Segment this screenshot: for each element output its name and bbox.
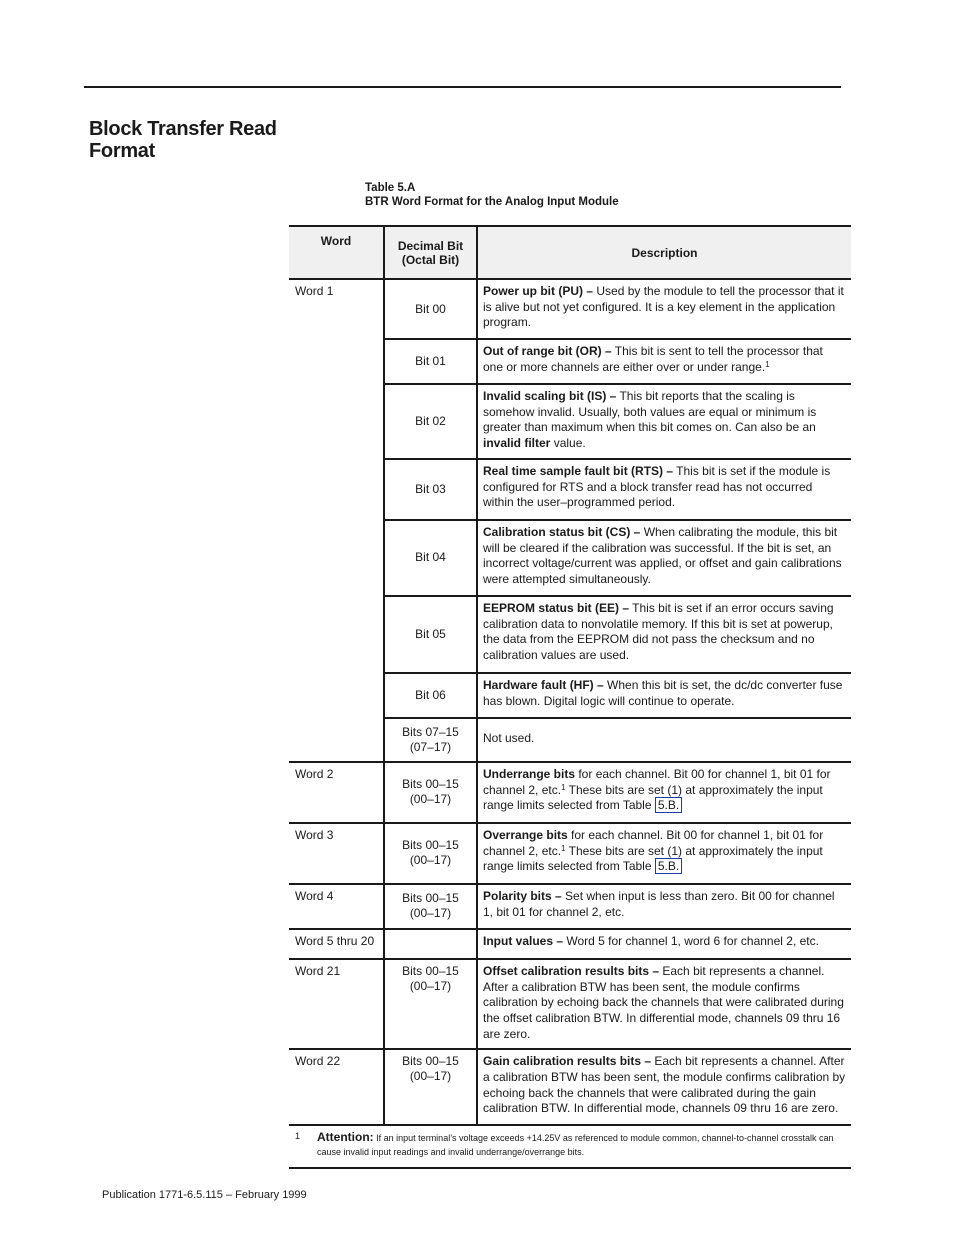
- btr-table-wrapper: [289, 225, 851, 1169]
- header-bit-line1: Decimal Bit: [397, 238, 464, 253]
- description-cell: EEPROM status bit (EE) – This bit is set if an error occurs saving calibration data to nonvolatile memory. If this bit is set at powerup, the data from the EEPROM did not pass the checksum and no calibration values are used.: [477, 596, 851, 673]
- table-row: [289, 1049, 851, 1125]
- bit-cell: Bits 00–15 (00–17): [384, 884, 477, 929]
- description-cell: Underrange bits for each channel. Bit 00 for channel 1, bit 01 for channel 2, etc.$^1$ These bits are set (1) at approximately the input range limits selected from Table 5.B.: [477, 762, 851, 823]
- table-caption: [365, 181, 619, 209]
- header-bit-line2: (Octal Bit): [401, 252, 460, 267]
- word-cell: Word 2: [289, 762, 384, 823]
- table-row: [289, 762, 851, 823]
- word-cell: Word 5 thru 20: [289, 929, 384, 959]
- footnote-mark: 1: [295, 1131, 301, 1142]
- description-cell: Gain calibration results bits – Each bit represents a channel. After a calibration BTW has been sent, the module confirms calibration by echoing back the channels that were calibrated during the gain calibration BTW. In differential mode, channels 09 thru 16 are zero.: [477, 1049, 851, 1125]
- bit-cell: Bits 07–15 (07–17): [384, 718, 477, 762]
- table-header-row: [289, 226, 851, 279]
- word-cell: Word 1: [289, 279, 384, 762]
- bit-cell: Bit 05: [384, 596, 477, 673]
- bit-cell: Bits 00–15 (00–17): [384, 762, 477, 823]
- description-cell: Calibration status bit (CS) – When calibrating the module, this bit will be cleared if the calibration was successful. If the bit is set, an incorrect voltage/current was applied, or offset and gain calibrations were attempted simultaneously.: [477, 520, 851, 596]
- header-description: Description: [477, 226, 851, 279]
- description-cell: Overrange bits for each channel. Bit 00 for channel 1, bit 01 for channel 2, etc.$^1$ These bits are set (1) at approximately the input range limits selected from Table 5.B.: [477, 823, 851, 884]
- description-cell: Out of range bit (OR) – This bit is sent to tell the processor that one or more channels are either over or under range.$^1$: [477, 339, 851, 384]
- table-row: [289, 959, 851, 1050]
- bit-cell: Bit 00: [384, 279, 477, 339]
- table-5b-link[interactable]: 5.B.: [655, 858, 682, 874]
- table-row: [289, 884, 851, 929]
- description-cell: Real time sample fault bit (RTS) – This bit is set if the module is configured for RTS and a block transfer read has not occurred within the user–programmed period.: [477, 459, 851, 520]
- table-row: [289, 823, 851, 884]
- description-cell: Power up bit (PU) – Used by the module to tell the processor that it is alive but not yet configured. It is a key element in the application program.: [477, 279, 851, 339]
- bit-cell: Bits 00–15 (00–17): [384, 1049, 477, 1125]
- bit-cell: Bit 01: [384, 339, 477, 384]
- footnote-attention-label: Attention:: [317, 1130, 374, 1145]
- section-title: Block Transfer Read Format: [89, 118, 277, 162]
- bit-cell: Bit 04: [384, 520, 477, 596]
- bit-cell: Bit 02: [384, 384, 477, 459]
- description-cell: Polarity bits – Set when input is less than zero. Bit 00 for channel 1, bit 01 for channel 2, etc.: [477, 884, 851, 929]
- table-number: Table 5.A: [365, 182, 416, 194]
- bit-cell: Bit 03: [384, 459, 477, 520]
- header-bit: [384, 226, 477, 279]
- description-cell: Input values – Word 5 for channel 1, word 6 for channel 2, etc.: [477, 929, 851, 959]
- footnote-ref: 1: [561, 843, 566, 853]
- bit-cell: Bits 00–15 (00–17): [384, 823, 477, 884]
- word-cell: Word 22: [289, 1049, 384, 1125]
- description-cell: Hardware fault (HF) – When this bit is set, the dc/dc converter fuse has blown. Digital logic will continue to operate.: [477, 673, 851, 718]
- table-row: [289, 279, 851, 339]
- publication-footer: Publication 1771-6.5.115 – February 1999: [102, 1189, 307, 1201]
- footnote-ref: 1: [765, 359, 770, 369]
- bit-cell: Bits 00–15 (00–17): [384, 959, 477, 1050]
- word-cell: Word 3: [289, 823, 384, 884]
- table-footnote: [289, 1126, 851, 1169]
- table-row: [289, 929, 851, 959]
- btr-word-format-table: [289, 225, 851, 1126]
- footnote-text: If an input terminal’s voltage exceeds +14.25V as referenced to module common, channel-to-channel crosstalk can cause invalid input readings and invalid underrange/overrange bits.: [317, 1133, 834, 1158]
- word-cell: Word 4: [289, 884, 384, 929]
- footnote-ref: 1: [561, 782, 566, 792]
- word-cell: Word 21: [289, 959, 384, 1050]
- description-cell: Not used.: [477, 718, 851, 762]
- top-rule: [84, 86, 841, 88]
- table-title: BTR Word Format for the Analog Input Module: [365, 196, 619, 208]
- description-cell: Invalid scaling bit (IS) – This bit reports that the scaling is somehow invalid. Usually, both values are equal or minimum is greater than maximum when this bit comes on. Can also be an invalid filter value.: [477, 384, 851, 459]
- bit-cell: Bit 06: [384, 673, 477, 718]
- table-5b-link[interactable]: 5.B.: [655, 797, 682, 813]
- description-cell: Offset calibration results bits – Each bit represents a channel. After a calibration BTW has been sent, the module confirms calibration by echoing back the channels that were calibrated during the offset calibration BTW. In differential mode, channels 09 thru 16 are zero.: [477, 959, 851, 1050]
- bit-cell: [384, 929, 477, 959]
- header-word: Word: [289, 226, 384, 279]
